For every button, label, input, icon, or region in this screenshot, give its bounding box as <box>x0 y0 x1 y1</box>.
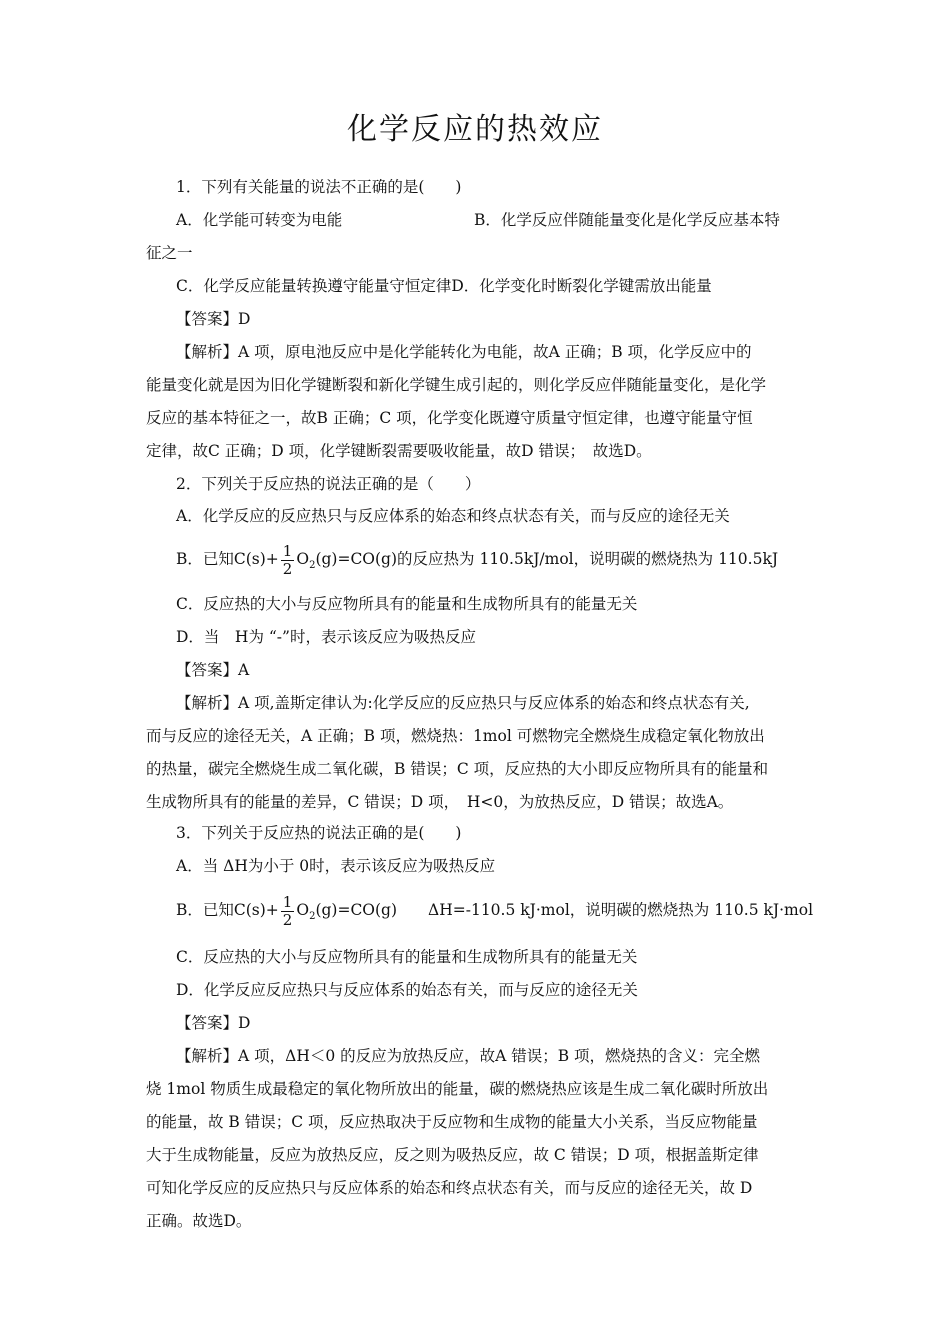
q2-option-d: D．当 H为 “-”时，表示该反应为吸热反应 <box>176 628 476 646</box>
q2-stem: 2．下列关于反应热的说法正确的是（ ） <box>176 475 481 493</box>
q3-option-b <box>176 890 813 937</box>
fraction-denominator: 2 <box>282 559 293 578</box>
q1-answer: 【答案】D <box>176 310 251 328</box>
oxygen-symbol: O <box>296 901 310 919</box>
fraction <box>281 543 295 578</box>
q2-option-a: A．化学反应的反应热只与反应体系的始态和终点状态有关，而与反应的途径无关 <box>176 507 730 525</box>
q3-option-b-suffix: (g)=CO(g) ΔH=-110.5 kJ·mol，说明碳的燃烧热为 110.5 kJ·mol <box>315 901 814 919</box>
q1-explanation-line: 反应的基本特征之一，故B 正确；C 项，化学变化既遵守质量守恒定律，也遵守能量守恒 <box>146 409 753 427</box>
q2-explanation-line: 的热量，碳完全燃烧生成二氧化碳，B 错误；C 项，反应热的大小即反应物所具有的能量和 <box>146 760 769 778</box>
q2-option-b <box>176 539 778 586</box>
page-title: 化学反应的热效应 <box>347 112 603 147</box>
oxygen-subscript: 2 <box>309 560 316 571</box>
q1-explanation-line: 定律，故C 正确；D 项，化学键断裂需要吸收能量，故D 错误； 故选D。 <box>146 442 652 460</box>
q3-answer: 【答案】D <box>176 1014 251 1032</box>
q3-explanation-line: 大于生成物能量，反应为放热反应，反之则为吸热反应，故 C 错误；D 项，根据盖斯定律 <box>146 1146 759 1164</box>
q2-explanation-line: 生成物所具有的能量的差异，C 错误；D 项， H<0，为放热反应，D 错误；故选A。 <box>146 793 734 811</box>
q1-explanation-line: 【解析】A 项，原电池反应中是化学能转化为电能，故A 正确；B 项，化学反应中的 <box>176 343 752 361</box>
q1-option-b-cont: 征之一 <box>146 244 193 262</box>
q3-option-c: C．反应热的大小与反应物所具有的能量和生成物所具有的能量无关 <box>176 948 638 966</box>
q1-explanation-line: 能量变化就是因为旧化学键断裂和新化学键生成引起的，则化学反应伴随能量变化，是化学 <box>146 376 767 394</box>
q3-option-b-prefix: B．已知C(s)+ <box>176 901 279 919</box>
q1-stem: 1．下列有关能量的说法不正确的是( ) <box>176 178 462 196</box>
fraction-numerator: 1 <box>282 541 293 560</box>
oxygen-subscript: 2 <box>309 911 316 922</box>
fraction-denominator: 2 <box>282 910 293 929</box>
q3-explanation-line: 的能量，故 B 错误；C 项，反应热取决于反应物和生成物的能量大小关系，当反应物能量 <box>146 1113 758 1131</box>
q3-explanation-line: 烧 1mol 物质生成最稳定的氧化物所放出的能量，碳的燃烧热应该是生成二氧化碳时所放出 <box>146 1080 769 1098</box>
q3-option-a: A．当 ΔH为小于 0时，表示该反应为吸热反应 <box>176 857 496 875</box>
q2-option-b-prefix: B．已知C(s)+ <box>176 550 279 568</box>
q2-option-c: C．反应热的大小与反应物所具有的能量和生成物所具有的能量无关 <box>176 595 638 613</box>
q3-explanation-line: 可知化学反应的反应热只与反应体系的始态和终点状态有关，而与反应的途径无关，故 D <box>146 1179 753 1197</box>
oxygen-symbol: O <box>296 550 310 568</box>
q3-explanation-line: 正确。故选D。 <box>146 1212 252 1230</box>
q3-stem: 3．下列关于反应热的说法正确的是( ) <box>176 824 462 842</box>
fraction <box>281 894 295 929</box>
q1-option-a: A．化学能可转变为电能 <box>176 211 343 229</box>
q2-explanation-line: 【解析】A 项,盖斯定律认为:化学反应的反应热只与反应体系的始态和终点状态有关, <box>176 694 750 712</box>
q2-answer: 【答案】A <box>176 661 250 679</box>
q2-option-b-suffix: (g)=CO(g)的反应热为 110.5kJ/mol，说明碳的燃烧热为 110.5kJ <box>315 550 779 568</box>
fraction-numerator: 1 <box>282 892 293 911</box>
q2-explanation-line: 而与反应的途径无关，A 正确；B 项，燃烧热：1mol 可燃物完全燃烧生成稳定氧化物放出 <box>146 727 765 745</box>
q3-option-d: D．化学反应反应热只与反应体系的始态有关，而与反应的途径无关 <box>176 981 638 999</box>
q1-option-b: B．化学反应伴随能量变化是化学反应基本特 <box>474 211 780 229</box>
q3-explanation-line: 【解析】A 项，ΔH＜0 的反应为放热反应，故A 错误；B 项，燃烧热的含义：完全燃 <box>176 1047 761 1065</box>
q1-option-cd: C．化学反应能量转换遵守能量守恒定律D．化学变化时断裂化学键需放出能量 <box>176 277 712 295</box>
